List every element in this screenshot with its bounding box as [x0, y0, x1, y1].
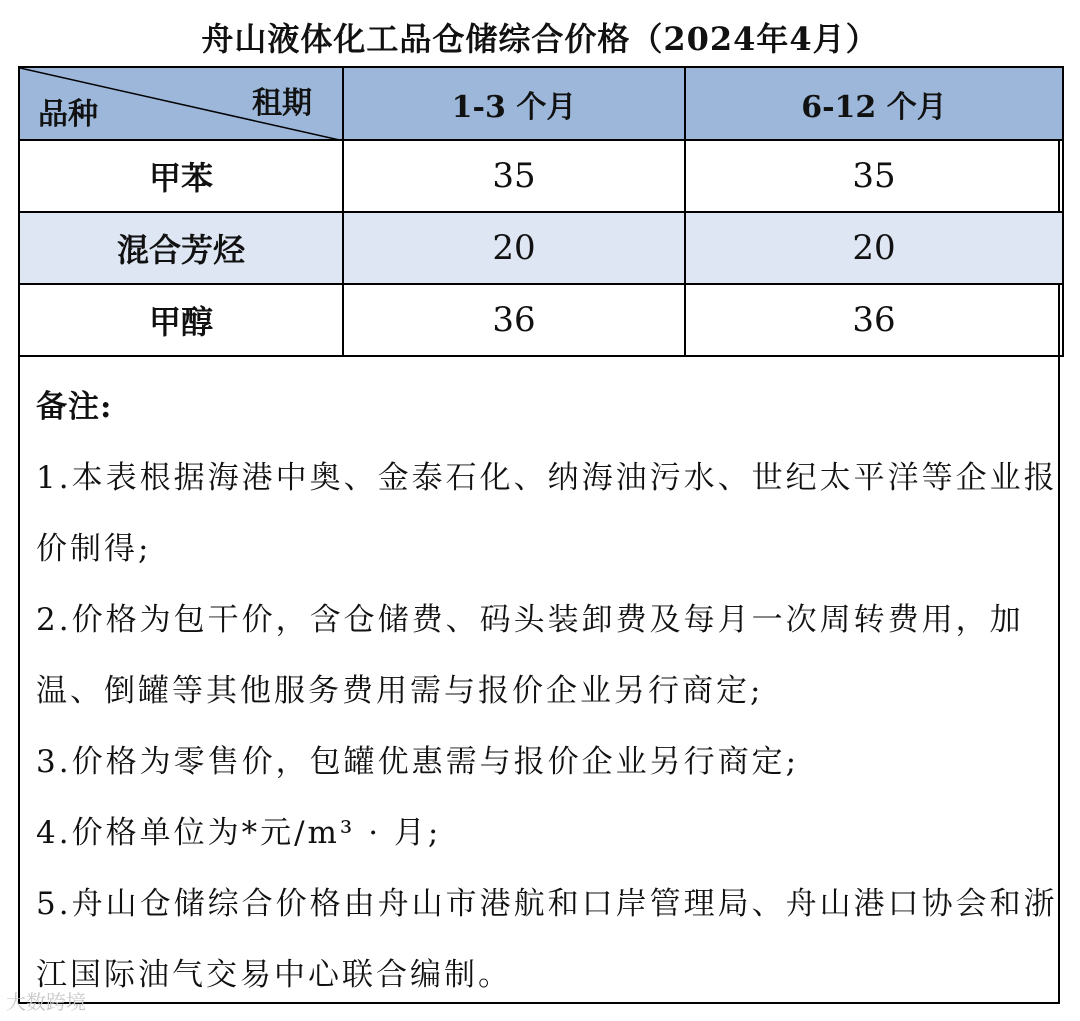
table-row	[19, 140, 1063, 212]
price-cell: 36	[343, 284, 685, 356]
note-item: 1.本表根据海港中奥、金泰石化、纳海油污水、世纪太平洋等企业报价制得;	[36, 460, 1058, 567]
product-cell: 甲醇	[19, 284, 343, 356]
watermark: 大数跨境	[6, 990, 86, 1014]
price-table	[18, 66, 1064, 357]
product-cell: 混合芳烃	[19, 212, 343, 284]
table-row	[19, 212, 1063, 284]
product-header: 品种	[38, 97, 98, 132]
notes-title: 备注:	[36, 389, 113, 425]
lease-term-header: 租期	[252, 86, 312, 121]
column-header: 6-12 个月	[685, 67, 1063, 140]
note-item: 3.价格为零售价，包罐优惠需与报价企业另行商定;	[36, 744, 800, 780]
notes-section	[36, 372, 1058, 1011]
product-cell: 甲苯	[19, 140, 343, 212]
price-cell: 20	[685, 212, 1063, 284]
note-item: 2.价格为包干价，含仓储费、码头装卸费及每月一次周转费用，加温、倒罐等其他服务费用需与报价企业另行商定;	[36, 602, 1024, 709]
table-header-row	[19, 67, 1063, 140]
price-cell: 35	[685, 140, 1063, 212]
price-cell: 35	[343, 140, 685, 212]
corner-header-cell	[19, 67, 343, 140]
column-header: 1-3 个月	[343, 67, 685, 140]
table-row	[19, 284, 1063, 356]
note-item: 4.价格单位为*元/m³ · 月;	[36, 815, 442, 851]
note-item: 5.舟山仓储综合价格由舟山市港航和口岸管理局、舟山港口协会和浙江国际油气交易中心联合编制。	[36, 886, 1058, 993]
price-cell: 20	[343, 212, 685, 284]
price-cell: 36	[685, 284, 1063, 356]
page-title: 舟山液体化工品仓储综合价格（2024年4月）	[201, 20, 879, 58]
